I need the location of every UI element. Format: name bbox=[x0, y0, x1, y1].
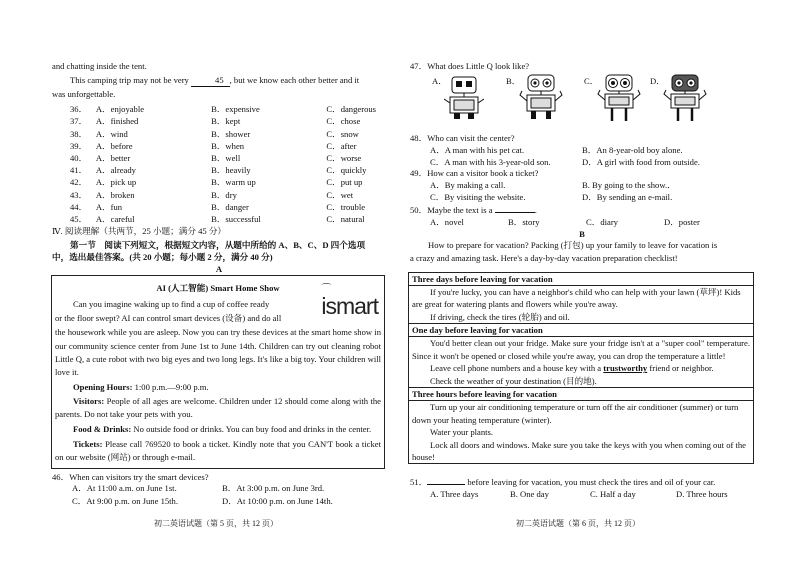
checklist-body-2: You'd better clean out your fridge. Make sure your fridge isn't at a "super cool" temperature. Since it won't be opened or closed while you're away, you can drop the temperature a little! Leave cell phone numbers and a house key with a trustworthy friend or neighbor. Check the weather of your destination (目的地). bbox=[409, 337, 753, 388]
question-number: 39． bbox=[70, 140, 88, 151]
question-number: 44． bbox=[70, 201, 88, 212]
q48-b[interactable]: B．An 8-year-old boy alone. bbox=[582, 144, 683, 155]
ismart-logo: ⌒ ismart bbox=[321, 284, 378, 319]
q51-d[interactable]: D. Three hours bbox=[676, 489, 728, 500]
option-a[interactable]: A．pick up bbox=[95, 177, 137, 188]
q49-b[interactable]: B. By going to the show.． bbox=[582, 179, 676, 190]
option-b[interactable]: B．warm up bbox=[211, 177, 256, 188]
q48-text: 48．Who can visit the center? bbox=[410, 133, 515, 144]
robot-d-icon bbox=[662, 73, 708, 125]
passage-a-title: AI (人工智能) Smart Home Show bbox=[156, 283, 280, 293]
cloze-option-row bbox=[70, 116, 386, 128]
q47-b-label[interactable]: B． bbox=[506, 76, 521, 87]
passage-b-label: B bbox=[579, 228, 585, 239]
cloze-options bbox=[52, 103, 386, 225]
option-c[interactable]: C．natural bbox=[326, 213, 365, 224]
q48-a[interactable]: A．A man with his pet cat. bbox=[430, 144, 525, 155]
q47-a-label[interactable]: A． bbox=[432, 76, 447, 87]
section-title: Ⅳ. 阅读理解（共两节，25 小题；满分 45 分） bbox=[52, 226, 227, 237]
option-b[interactable]: B．successful bbox=[211, 213, 261, 224]
option-a[interactable]: A．fun bbox=[95, 201, 123, 212]
question-number: 37． bbox=[70, 116, 88, 127]
option-b[interactable]: B．kept bbox=[211, 116, 241, 127]
option-c[interactable]: C．put up bbox=[326, 177, 363, 188]
q51-blank bbox=[427, 484, 465, 485]
passage-b-intro-2: a crazy and amazing task. Here's a day-by-day vacation preparation checklist! bbox=[410, 252, 678, 263]
option-c[interactable]: C．dangerous bbox=[326, 104, 377, 115]
checklist-body-1: If you're lucky, you can have a neighbor's child who can help with your lawn (草坪)! Kids are great for watering plants and flowers while you're away. If driving, check the tires (轮胎) and oil. bbox=[409, 286, 753, 324]
passage-a-p1: Can you imagine waking up to find a cup of coffee ready bbox=[73, 299, 270, 310]
option-c[interactable]: C．trouble bbox=[326, 201, 366, 212]
question-number: 42． bbox=[70, 177, 88, 188]
option-b[interactable]: B．well bbox=[211, 153, 241, 164]
option-c[interactable]: C．chose bbox=[326, 116, 361, 127]
option-b[interactable]: B．heavily bbox=[211, 165, 251, 176]
cloze-option-row bbox=[70, 128, 386, 140]
tickets-info: Tickets: Please call 769520 to book a ticket. Kindly note that you CAN'T book a ticket on our website (网站) or through e-mail. bbox=[55, 438, 381, 462]
question-48 bbox=[410, 133, 754, 168]
question-number: 45． bbox=[70, 213, 88, 224]
option-a[interactable]: A．better bbox=[95, 153, 131, 164]
cloze-option-row bbox=[70, 189, 386, 201]
option-a[interactable]: A．already bbox=[95, 165, 136, 176]
passage-a-box bbox=[51, 275, 385, 469]
cloze-option-row bbox=[70, 213, 386, 225]
question-number: 36． bbox=[70, 104, 88, 115]
right-footer: 初二英语试题（第 6 页，共 12 页） bbox=[516, 519, 640, 528]
q49-a[interactable]: A．By making a call. bbox=[430, 179, 506, 190]
option-b[interactable]: B．when bbox=[211, 140, 245, 151]
cloze-line: This camping trip may not be very 45 , but we know each other better and it bbox=[70, 75, 360, 86]
checklist-head-1: Three days before leaving for vacation bbox=[409, 273, 753, 286]
cloze-blank: 45 bbox=[191, 75, 230, 86]
cloze-line-3: was unforgettable. bbox=[52, 88, 116, 99]
option-c[interactable]: C．quickly bbox=[326, 165, 367, 176]
option-a[interactable]: A．careful bbox=[95, 213, 135, 224]
cloze-option-row bbox=[70, 140, 386, 152]
food-info: Food & Drinks: No outside food or drinks. You can buy food and drinks in the center. bbox=[73, 424, 372, 435]
robot-b-icon bbox=[518, 73, 564, 123]
option-a[interactable]: A．before bbox=[95, 140, 133, 151]
q49-c[interactable]: C．By visiting the website. bbox=[430, 191, 526, 202]
q50-c[interactable]: C．diary bbox=[586, 216, 618, 227]
option-b[interactable]: B．dry bbox=[211, 189, 237, 200]
robot-c-icon bbox=[596, 73, 642, 125]
question-49 bbox=[410, 168, 754, 203]
section-instr-2: 中，选出最佳答案。(共 20 小题；每小题 2 分，满分 40 分) bbox=[52, 252, 273, 263]
q49-d[interactable]: D．By sending an e-mail. bbox=[582, 191, 673, 202]
checklist-body-3: Turn up your air conditioning temperature or turn off the air conditioner (summer) or turn down your heating temperature (winter). Water your plants. Lock all doors and windows. Make sure you take the keys with you when coming out of the house! bbox=[412, 402, 746, 462]
q48-d[interactable]: D．A girl with food from outside. bbox=[582, 157, 700, 167]
option-c[interactable]: C．worse bbox=[326, 153, 362, 164]
cloze-option-row bbox=[70, 152, 386, 164]
robot-a-icon bbox=[444, 75, 484, 125]
option-c[interactable]: C．after bbox=[326, 140, 357, 151]
wifi-icon: ⌒ bbox=[321, 284, 331, 295]
q47-c-label[interactable]: C． bbox=[584, 76, 599, 87]
question-number: 41． bbox=[70, 165, 88, 176]
q51-a[interactable]: A. Three days bbox=[430, 489, 479, 500]
question-51: 51． before leaving for vacation, you must check the tires and oil of your car. A. Three days B. One day C. Half a day D. Three hours bbox=[410, 477, 728, 500]
q50-d[interactable]: D．poster bbox=[664, 216, 700, 227]
option-a[interactable]: A．wind bbox=[95, 128, 128, 139]
q50-a[interactable]: A．novel bbox=[430, 216, 464, 227]
cloze-option-row bbox=[70, 103, 386, 115]
q50-b[interactable]: B．story bbox=[508, 216, 540, 227]
q47-d-label[interactable]: D． bbox=[650, 76, 665, 87]
option-b[interactable]: B．expensive bbox=[211, 104, 260, 115]
passage-a-p3: the housework while you are asleep. Now you can try these devices at the smart home show in our community science center from June 1st to June 14th. Children can try out cleaning robot Little Q, a cute robot with two big eyes and two long legs. It's like a big toy. Your children will love it. bbox=[55, 327, 381, 377]
question-46 bbox=[52, 472, 386, 507]
passage-b-intro-1: How to prepare for vacation? Packing (打包) up your family to leave for vacation is bbox=[428, 240, 718, 251]
q46-b[interactable]: B．At 3:00 p.m. on June 3rd. bbox=[222, 483, 325, 494]
vacation-checklist bbox=[408, 272, 754, 464]
option-a[interactable]: A．finished bbox=[95, 116, 139, 127]
q46-text: 46．When can visitors try the smart devices? bbox=[52, 472, 209, 482]
cloze-option-row bbox=[70, 201, 386, 213]
q50-text: 50．Maybe the text is a . bbox=[410, 205, 537, 216]
trustworthy-word: trustworthy bbox=[603, 363, 648, 374]
q46-c[interactable]: C．At 9:00 p.m. on June 15th. bbox=[72, 495, 178, 506]
option-c[interactable]: C．wet bbox=[326, 189, 354, 200]
checklist-head-3: Three hours before leaving for vacation bbox=[409, 388, 753, 401]
question-number: 43． bbox=[70, 189, 88, 200]
question-number: 40． bbox=[70, 153, 88, 164]
q46-a[interactable]: A．At 11:00 a.m. on June 1st. bbox=[72, 483, 177, 494]
option-b[interactable]: B．shower bbox=[211, 128, 251, 139]
q46-d[interactable]: D．At 10:00 p.m. on June 14th. bbox=[222, 495, 333, 506]
option-c[interactable]: C．snow bbox=[326, 128, 359, 139]
cloze-option-row bbox=[70, 177, 386, 189]
q48-c[interactable]: C．A man with his 3-year-old son. bbox=[430, 157, 551, 167]
cloze-option-row bbox=[70, 164, 386, 176]
question-50 bbox=[410, 205, 754, 228]
left-page bbox=[52, 0, 386, 561]
question-number: 38． bbox=[70, 128, 88, 139]
right-page bbox=[410, 0, 754, 561]
q51-b[interactable]: B. One day bbox=[510, 489, 549, 500]
q47-text: 47．What does Little Q look like? bbox=[410, 61, 530, 71]
q51-c[interactable]: C. Half a day bbox=[590, 489, 636, 500]
passage-a-label: A bbox=[215, 263, 223, 274]
checklist-head-2: One day before leaving for vacation bbox=[409, 324, 753, 337]
option-a[interactable]: A．broken bbox=[95, 189, 135, 200]
intro-line: and chatting inside the tent. bbox=[52, 61, 147, 71]
passage-a-p2: or the floor swept? AI can control smart devices (设备) and do all bbox=[55, 312, 282, 323]
left-footer: 初二英语试题（第 5 页，共 12 页） bbox=[154, 519, 278, 528]
visitors-info: Visitors: People of all ages are welcome. Children under 12 should come along with the parents. Do not take your pets with you. bbox=[55, 396, 381, 420]
option-b[interactable]: B．danger bbox=[211, 201, 249, 212]
opening-hours: Opening Hours: 1:00 p.m.—9:00 p.m. bbox=[73, 381, 209, 392]
q47-options bbox=[410, 73, 754, 125]
q49-text: 49．How can a visitor book a ticket? bbox=[410, 168, 539, 179]
option-a[interactable]: A．enjoyable bbox=[95, 104, 145, 115]
section-instr-1: 第一节 阅读下列短文，根据短文内容，从题中所给的 A、B、C、D 四个选项 bbox=[70, 239, 366, 250]
q50-blank bbox=[495, 212, 535, 213]
